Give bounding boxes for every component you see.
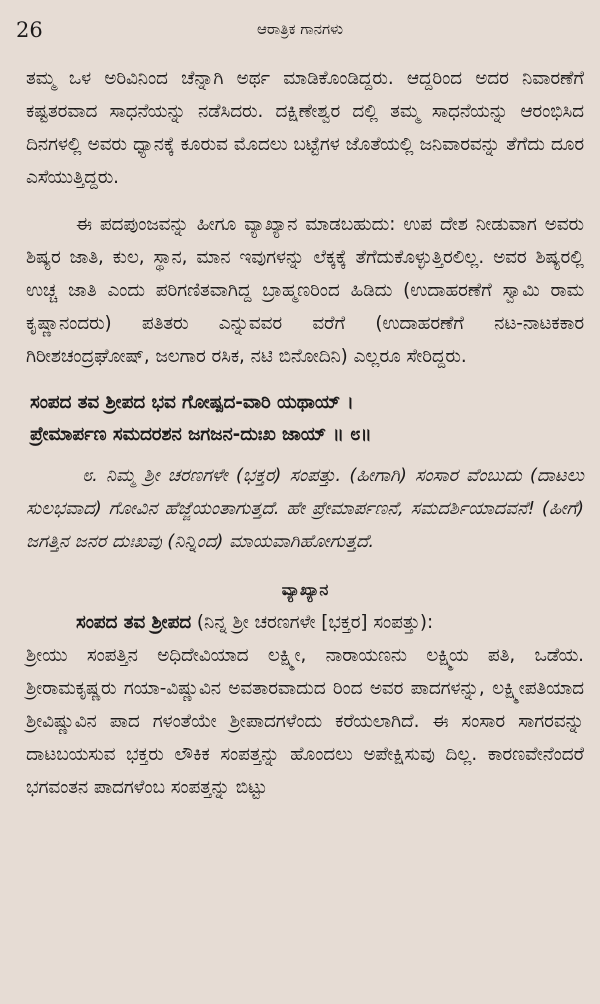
commentary-lead-gloss: (ನಿನ್ನ ಶ್ರೀ ಚರಣಗಳೇ [ಭಕ್ತರ] ಸಂಪತ್ತು): [191,612,434,633]
page-header [0,18,600,46]
verse-line: ಸಂಪದ ತವ ಶ್ರೀಪದ ಭವ ಗೋಷ್ಪದ-ವಾರಿ ಯಥಾಯ್ । [30,392,354,413]
running-head: ಆರಾತ್ರಿಕ ಗಾನಗಳು [256,20,343,38]
paragraph: ತಮ್ಮ ಒಳ ಅರಿವಿನಿಂದ ಚೆನ್ನಾಗಿ ಅರ್ಥ ಮಾಡಿಕೊಂಡಿದ್ದರು. ಆದ್ದರಿಂದ ಅದರ ನಿವಾರಣೆಗೆ ಕಷ್ಟತರವಾದ ಸಾಧನೆಯನ್ನು ನಡೆಸಿದರು. ದಕ್ಷಿಣೇಶ್ವರ ದಲ್ಲಿ ತಮ್ಮ ಸಾಧನೆಯನ್ನು ಆರಂಭಿಸಿದ ದಿನಗಳಲ್ಲಿ ಅವರು ಧ್ಯಾನಕ್ಕೆ ಕೂರುವ ಮೊದಲು ಬಟ್ಟೆಗಳ ಜೊತೆಯಲ್ಲಿ ಜನಿವಾರವನ್ನು ತೆಗೆದು ದೂರ ಎಸೆಯುತ್ತಿದ್ದರು. [26,68,584,188]
verse-line: ಪ್ರೇಮಾರ್ಪಣ ಸಮದರಶನ ಜಗಜನ-ದುಃಖ ಜಾಯ್ ॥ ೮॥ [30,424,372,445]
commentary-paragraph [26,606,584,639]
verse-translation: ೮. ನಿಮ್ಮ ಶ್ರೀ ಚರಣಗಳೇ (ಭಕ್ತರ) ಸಂಪತ್ತು. (ಹೀಗಾಗಿ) ಸಂಸಾರ ವೆಂಬುದು (ದಾಟಲು ಸುಲಭವಾದ) ಗೋವಿನ ಹೆಜ್ಜೆಯಂತಾಗುತ್ತದೆ. ಹೇ ಪ್ರೇಮಾರ್ಪಣನೆ, ಸಮದರ್ಶಿಯಾದವನೆ! (ಹೀಗೆ) ಜಗತ್ತಿನ ಜನರ ದುಃಖವು (ನಿನ್ನಿಂದ) ಮಾಯವಾಗಿಹೋಗುತ್ತದೆ. [26,465,584,552]
verse-block [26,387,584,451]
commentary-lead-term: ಸಂಪದ ತವ ಶ್ರೀಪದ [76,612,192,633]
paragraph: ಈ ಪದಪುಂಜವನ್ನು ಹೀಗೂ ವ್ಯಾಖ್ಯಾನ ಮಾಡಬಹುದು: ಉಪ ದೇಶ ನೀಡುವಾಗ ಅವರು ಶಿಷ್ಯರ ಜಾತಿ, ಕುಲ, ಸ್ಥಾನ, ಮಾನ ಇವುಗಳನ್ನು ಲೆಕ್ಕಕ್ಕೆ ತೆಗೆದುಕೊಳ್ಳುತ್ತಿರಲಿಲ್ಲ. ಅವರ ಶಿಷ್ಯರಲ್ಲಿ ಉಚ್ಚ ಜಾತಿ ಎಂದು ಪರಿಗಣಿತವಾಗಿದ್ದ ಬ್ರಾಹ್ಮಣರಿಂದ ಹಿಡಿದು (ಉದಾಹರಣೆಗೆ ಸ್ವಾಮಿ ರಾಮ ಕೃಷ್ಣಾನಂದರು) ಪತಿತರು ಎನ್ನುವವರ ವರೆಗೆ (ಉದಾಹರಣೆಗೆ ನಟ-ನಾಟಕಕಾರ ಗಿರೀಶಚಂದ್ರಘೋಷ್, ಜಲಗಾರ ರಸಿಕ, ನಟಿ ಬಿನೋದಿನಿ) ಎಲ್ಲರೂ ಸೇರಿದ್ದರು. [26,214,584,367]
page-body [26,62,584,804]
commentary-body: ಶ್ರೀಯು ಸಂಪತ್ತಿನ ಅಧಿದೇವಿಯಾದ ಲಕ್ಷ್ಮೀ, ನಾರಾಯಣನು ಲಕ್ಷ್ಮಿಯ ಪತಿ, ಒಡೆಯ. ಶ್ರೀರಾಮಕೃಷ್ಣರು ಗಯಾ-ವಿಷ್ಣುವಿನ ಅವತಾರವಾದುದ ರಿಂದ ಅವರ ಪಾದಗಳನ್ನು, ಲಕ್ಷ್ಮೀಪತಿಯಾದ ಶ್ರೀವಿಷ್ಣುವಿನ ಪಾದ ಗಳಂತೆಯೇ ಶ್ರೀಪಾದಗಳೆಂದು ಕರೆಯಲಾಗಿದೆ. ಈ ಸಂಸಾರ ಸಾಗರವನ್ನು ದಾಟಬಯಸುವ ಭಕ್ತರು ಲೌಕಿಕ ಸಂಪತ್ತನ್ನು ಹೊಂದಲು ಅಪೇಕ್ಷಿಸುವು ದಿಲ್ಲ. ಕಾರಣವೇನೆಂದರೆ ಭಗವಂತನ ಪಾದಗಳೆಂಬ ಸಂಪತ್ತನ್ನು ಬಿಟ್ಟು [26,645,584,798]
page-number: 26 [16,18,43,42]
section-heading: ವ್ಯಾಖ್ಯಾನ [281,580,329,599]
